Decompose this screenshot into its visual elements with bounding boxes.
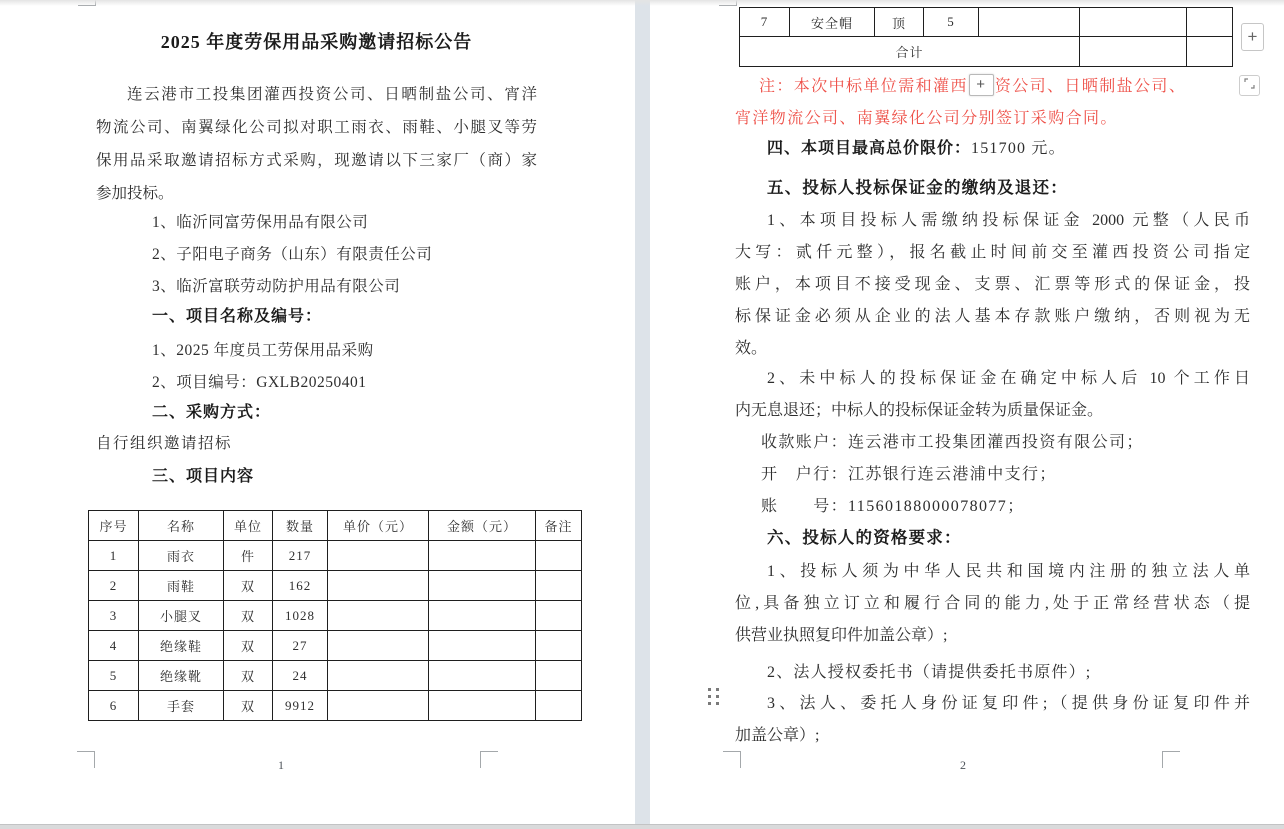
table-cell (429, 601, 536, 631)
bank-account-block (735, 427, 1250, 523)
qualification-item-2: 2、法人授权委托书（请提供委托书原件）; (767, 664, 1092, 681)
intro-paragraph (96, 78, 537, 210)
section-1-items (152, 335, 552, 399)
section-4-heading: 四、本项目最高总价限价： (767, 140, 972, 157)
bank-line: 账 号：11560188000078077； (761, 498, 1025, 515)
column-header: 单位 (224, 511, 273, 541)
plus-icon: + (1247, 27, 1258, 46)
table-cell: 4 (89, 631, 139, 661)
column-header: 数量 (273, 511, 328, 541)
table-cell: 雨衣 (139, 541, 224, 571)
table-cell: 24 (273, 661, 328, 691)
table-cell: 5 (89, 661, 139, 691)
section-4-line (735, 132, 1250, 165)
section-2-heading: 二、采购方式： (152, 404, 272, 421)
resize-table-button[interactable] (1239, 75, 1260, 96)
table-cell (536, 691, 582, 721)
deposit-paragraph-2 (735, 363, 1250, 427)
document-title: 2025 年度劳保用品采购邀请招标公告 (160, 32, 473, 52)
table-cell (1187, 37, 1233, 67)
list-item: 1、临沂同富劳保用品有限公司 (152, 214, 369, 231)
table-cell (979, 8, 1080, 37)
column-header: 名称 (139, 511, 224, 541)
table-row (89, 661, 582, 691)
table-cell: 9912 (273, 691, 328, 721)
table-cell: 双 (224, 631, 273, 661)
table-row (89, 691, 582, 721)
section-3-heading: 三、项目内容 (152, 468, 255, 485)
expand-icon (1243, 77, 1256, 95)
table-cell (429, 571, 536, 601)
table-cell: 双 (224, 571, 273, 601)
table-cell: 6 (89, 691, 139, 721)
table-cell (536, 541, 582, 571)
table-row (89, 571, 582, 601)
page-gap (635, 0, 650, 824)
app-bottom-bar (0, 824, 1284, 829)
table-cell: 手套 (139, 691, 224, 721)
table-cell (328, 541, 429, 571)
paragraph-line: 参加投标。 (96, 185, 174, 202)
table-cell (328, 571, 429, 601)
table-cell (536, 661, 582, 691)
table-cell: 1 (89, 541, 139, 571)
column-header: 备注 (536, 511, 582, 541)
table-cell (328, 661, 429, 691)
paragraph-line: 保用品采取邀请招标方式采购，现邀请以下三家厂（商）家 (96, 152, 537, 169)
table-cell: 162 (273, 571, 328, 601)
table-cell (536, 631, 582, 661)
red-note-line-1 (735, 70, 1265, 103)
table-cell: 双 (224, 661, 273, 691)
inline-insert-button[interactable] (969, 74, 994, 96)
items-table-body (89, 541, 582, 721)
table-total-row (740, 37, 1233, 67)
paragraph-line: 供营业执照复印件加盖公章）; (735, 627, 948, 644)
table-cell (536, 571, 582, 601)
page-2-number: 2 (960, 758, 966, 772)
margin-mark-p1-top-left (78, 0, 96, 6)
paragraph-line: 3、法人、委托人身份证复印件;（提供身份证复印件并 (767, 695, 1250, 712)
plus-icon: + (976, 76, 987, 94)
table-cell (1080, 8, 1187, 37)
table-row (89, 541, 582, 571)
table-cell (328, 631, 429, 661)
column-header: 金额（元） (429, 511, 536, 541)
list-item: 2、子阳电子商务（山东）有限责任公司 (152, 246, 433, 263)
table-cell (328, 691, 429, 721)
table-row (740, 8, 1233, 37)
table-cell: 217 (273, 541, 328, 571)
section-6-heading: 六、投标人的资格要求： (767, 528, 962, 547)
table-cell (429, 631, 536, 661)
section-1-heading: 一、项目名称及编号： (152, 308, 323, 325)
bank-line: 开 户行：江苏银行连云港浦中支行； (761, 466, 1057, 483)
margin-mark-p1-bottom-left (77, 751, 95, 768)
margin-mark-p1-bottom-right (480, 751, 498, 768)
column-header: 序号 (89, 511, 139, 541)
table-cell: 3 (89, 601, 139, 631)
page-1-number: 1 (278, 758, 284, 772)
table-cell (429, 661, 536, 691)
bank-line: 收款账户：连云港市工投集团灌西投资有限公司； (761, 434, 1144, 451)
table-cell: 绝缘鞋 (139, 631, 224, 661)
deposit-paragraph-1 (735, 205, 1250, 365)
section-4-value: 151700 元。 (971, 140, 1066, 157)
column-header: 单价（元） (328, 511, 429, 541)
list-item: 3、临沂富联劳动防护用品有限公司 (152, 278, 401, 295)
table-cell: 2 (89, 571, 139, 601)
margin-mark-p2-bottom-left (723, 751, 741, 768)
paragraph-line: 2、未中标人的投标保证金在确定中标人后 10 个工作日 (767, 370, 1250, 387)
list-item: 1、2025 年度员工劳保用品采购 (152, 342, 374, 359)
red-note-text-pre: 注：本次中标单位需和灌西 (759, 78, 968, 95)
table-row (89, 601, 582, 631)
table-cell (429, 541, 536, 571)
add-row-button[interactable] (1241, 23, 1264, 51)
items-table-continued (739, 7, 1233, 67)
table-cell: 双 (224, 601, 273, 631)
bidder-list (152, 207, 552, 303)
red-note-line-2: 宵洋物流公司、南翼绿化公司分别签订采购合同。 (735, 110, 1118, 127)
margin-mark-p2-top-left (719, 0, 737, 6)
table-cell (536, 601, 582, 631)
list-item: 2、项目编号：GXLB20250401 (152, 374, 367, 391)
paragraph-line: 物流公司、南翼绿化公司拟对职工雨衣、雨鞋、小腿叉等劳 (96, 119, 537, 136)
margin-mark-p2-bottom-right (1162, 751, 1180, 768)
table-cell: 顶 (875, 8, 924, 37)
paragraph-line: 1、投标人须为中华人民共和国境内注册的独立法人单 (767, 563, 1250, 580)
table-cell: 27 (273, 631, 328, 661)
table-cell: 双 (224, 691, 273, 721)
qualification-paragraph-1 (735, 556, 1250, 652)
table-cell (1187, 8, 1233, 37)
table-cell: 雨鞋 (139, 571, 224, 601)
paragraph-line: 内无息退还；中标人的投标保证金转为质量保证金。 (735, 402, 1104, 419)
table-cell: 安全帽 (790, 8, 875, 37)
table-cell: 5 (924, 8, 979, 37)
section-5-heading: 五、投标人投标保证金的缴纳及退还： (767, 178, 1068, 197)
table-cell (429, 691, 536, 721)
table-row (89, 631, 582, 661)
paragraph-line: 标保证金必须从企业的法人基本存款账户缴纳，否则视为无 (735, 308, 1250, 325)
paragraph-line: 连云港市工投集团灌西投资公司、日晒制盐公司、宵洋 (127, 86, 537, 103)
items-table-header-row (89, 511, 582, 541)
qualification-paragraph-3 (735, 688, 1250, 752)
section-2-body: 自行组织邀请招标 (96, 435, 233, 452)
table-cell: 7 (740, 8, 790, 37)
items-table (88, 510, 582, 721)
paragraph-line: 大写：贰仟元整），报名截止时间前交至灌西投资公司指定 (735, 244, 1250, 261)
paragraph-line: 加盖公章）; (735, 727, 820, 744)
table-cell: 件 (224, 541, 273, 571)
table-cell: 小腿叉 (139, 601, 224, 631)
drag-handle[interactable] (708, 688, 720, 707)
red-note-text-post: 资公司、日晒制盐公司、 (994, 78, 1187, 95)
table-cell: 1028 (273, 601, 328, 631)
table-cell: 绝缘靴 (139, 661, 224, 691)
total-label-cell: 合计 (740, 37, 1080, 67)
table-cell (1080, 37, 1187, 67)
grip-dots-icon (708, 688, 711, 691)
paragraph-line: 位,具备独立订立和履行合同的能力,处于正常经营状态（提 (735, 595, 1250, 612)
paragraph-line: 1、本项目投标人需缴纳投标保证金 2000 元整（人民币 (767, 212, 1250, 229)
table-cell (328, 601, 429, 631)
paragraph-line: 效。 (735, 340, 768, 357)
paragraph-line: 账户，本项目不接受现金、支票、汇票等形式的保证金，投 (735, 276, 1250, 293)
